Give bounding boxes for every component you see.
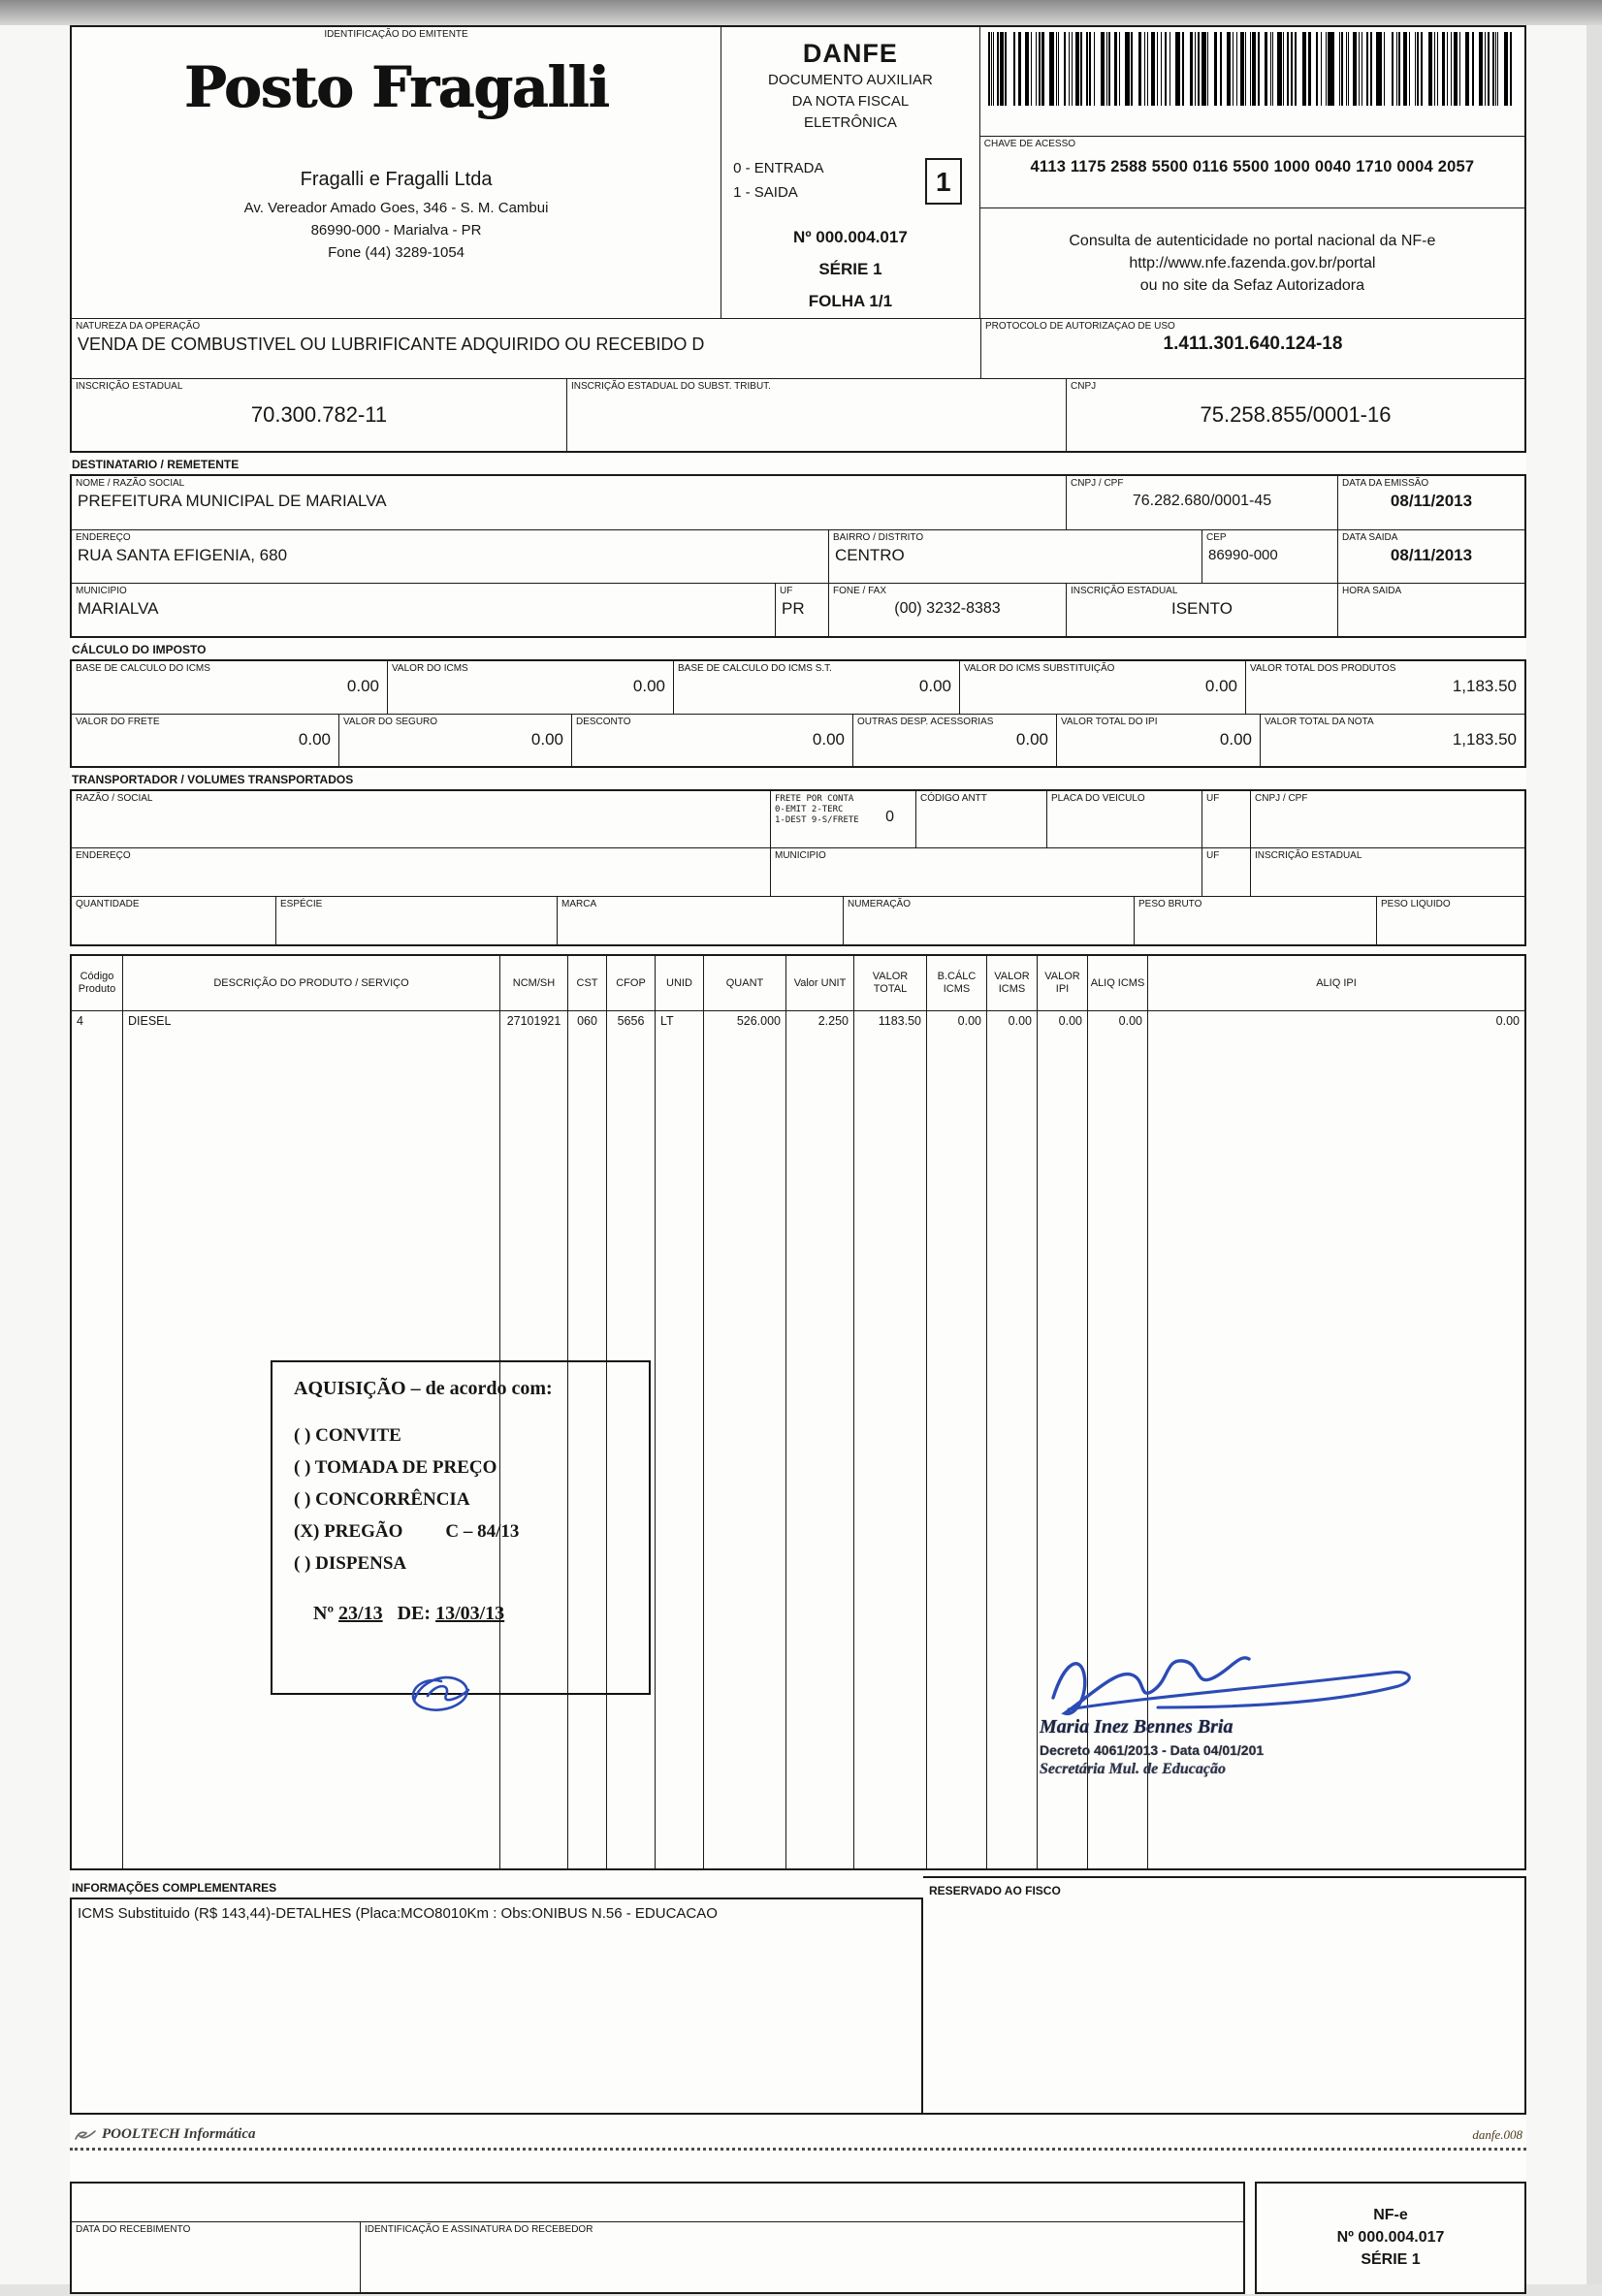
chave-acesso-section bbox=[980, 136, 1524, 207]
natureza-operacao-label: NATUREZA DA OPERAÇÃO bbox=[76, 321, 201, 332]
inscricao-estadual-cell bbox=[72, 379, 566, 451]
signer-role-stamp: Secretária Mul. de Educação bbox=[1040, 1761, 1226, 1777]
destinatario-nome-label: NOME / RAZÃO SOCIAL bbox=[76, 478, 185, 489]
barcode bbox=[988, 32, 1517, 106]
protocolo-label: PROTOCOLO DE AUTORIZAÇAO DE USO bbox=[985, 321, 1175, 332]
canhoto-empty-strip bbox=[72, 2184, 1243, 2222]
uf-label: UF bbox=[780, 586, 793, 596]
nfe-serie: SÉRIE 1 bbox=[818, 260, 882, 278]
valor-total-nota-value: 1,183.50 bbox=[1452, 730, 1517, 749]
danfe-title: DANFE bbox=[802, 39, 898, 68]
desconto-label: DESCONTO bbox=[576, 717, 631, 727]
valor-total-ipi-value: 0.00 bbox=[1219, 730, 1252, 749]
desconto-value: 0.00 bbox=[812, 730, 845, 749]
stamp-option-pregao: (X) PREGÃO C – 84/13 bbox=[294, 1521, 520, 1542]
peso-liquido-label: PESO LIQUIDO bbox=[1381, 899, 1451, 909]
inscricao-estadual-value: 70.300.782-11 bbox=[250, 402, 388, 427]
valor-frete-label: VALOR DO FRETE bbox=[76, 717, 160, 727]
base-calculo-icms-st-label: BASE DE CALCULO DO ICMS S.T. bbox=[678, 663, 832, 674]
data-emissao-value: 08/11/2013 bbox=[1390, 492, 1473, 510]
software-brand-text: POOLTECH Informática bbox=[102, 2126, 256, 2142]
transportador-section-title: TRANSPORTADOR / VOLUMES TRANSPORTADOS bbox=[72, 773, 354, 786]
header-block bbox=[70, 25, 1526, 453]
destinatario-cnpj-value: 76.282.680/0001-45 bbox=[1132, 493, 1272, 509]
header-quant: QUANT bbox=[703, 956, 785, 1010]
outras-despesas-cell bbox=[852, 715, 1056, 766]
cnpj-emitente-cell bbox=[1066, 379, 1524, 451]
signer-name-stamp: Maria Inez Bennes Bria bbox=[1040, 1716, 1234, 1738]
transportador-endereco-label: ENDEREÇO bbox=[76, 850, 131, 861]
danfe-document bbox=[70, 25, 1526, 2294]
assinatura-recebedor-label: IDENTIFICAÇÃO E ASSINATURA DO RECEBEDOR bbox=[365, 2224, 593, 2235]
data-saida-cell bbox=[1337, 530, 1524, 583]
data-emissao-cell bbox=[1337, 476, 1524, 529]
header-descricao: DESCRIÇÃO DO PRODUTO / SERVIÇO bbox=[122, 956, 499, 1010]
municipio-cell bbox=[72, 584, 775, 636]
header-aliq-icms: ALIQ ICMS bbox=[1087, 956, 1147, 1010]
reservado-ao-fisco-label: RESERVADO AO FISCO bbox=[929, 1884, 1061, 1897]
valor-seguro-label: VALOR DO SEGURO bbox=[343, 717, 438, 727]
header-ncm: NCM/SH bbox=[499, 956, 567, 1010]
destinatario-cnpj-cell bbox=[1066, 476, 1337, 529]
danfe-subtitle-2: DA NOTA FISCAL bbox=[791, 93, 910, 110]
entrada-saida-block bbox=[721, 156, 979, 207]
transportador-cnpj-label: CNPJ / CPF bbox=[1255, 793, 1308, 804]
row-codigo: 4 bbox=[77, 1014, 83, 1028]
row-quant: 526.000 bbox=[703, 1011, 785, 1868]
numeracao-label: NUMERAÇÃO bbox=[848, 899, 912, 909]
destinatario-cnpj-label: CNPJ / CPF bbox=[1071, 478, 1124, 489]
canhoto-left-box bbox=[70, 2182, 1245, 2294]
inscricao-subst-label: INSCRIÇÃO ESTADUAL DO SUBST. TRIBUT. bbox=[571, 381, 771, 392]
natureza-operacao-value: VENDA DE COMBUSTIVEL OU LUBRIFICANTE ADQUIRIDO OU RECEBIDO D bbox=[78, 335, 705, 354]
peso-bruto-label: PESO BRUTO bbox=[1138, 899, 1202, 909]
row-cfop: 5656 bbox=[606, 1011, 655, 1868]
razao-social-label: RAZÃO / SOCIAL bbox=[76, 793, 153, 804]
fone-fax-value: (00) 3232-8383 bbox=[894, 600, 1001, 617]
valor-frete-value: 0.00 bbox=[298, 730, 331, 749]
signature-block bbox=[1040, 1632, 1427, 1778]
consulta-line-1: Consulta de autenticidade no portal nacional da NF-e bbox=[1069, 233, 1436, 249]
consulta-url: http://www.nfe.fazenda.gov.br/portal bbox=[1129, 255, 1376, 271]
row-valor-unit: 2.250 bbox=[785, 1011, 853, 1868]
informacoes-complementares-box bbox=[70, 1897, 923, 2115]
valor-icms-label: VALOR DO ICMS bbox=[392, 663, 468, 674]
row-base-calc-icms: 0.00 bbox=[926, 1011, 986, 1868]
fone-fax-cell bbox=[828, 584, 1066, 636]
barcode-area bbox=[980, 27, 1524, 136]
emitente-box bbox=[72, 27, 721, 318]
informacoes-complementares-text: ICMS Substituido (R$ 143,44)-DETALHES (Placa:MCO8010Km : Obs:ONIBUS N.56 - EDUCACAO bbox=[78, 1905, 718, 1922]
outras-despesas-label: OUTRAS DESP. ACESSORIAS bbox=[857, 717, 994, 727]
outras-despesas-value: 0.00 bbox=[1015, 730, 1048, 749]
numeracao-cell bbox=[843, 897, 1134, 944]
signer-decree-stamp: Decreto 4061/2013 - Data 04/01/201 bbox=[1040, 1742, 1265, 1758]
stamp-option-dispensa: ( ) DISPENSA bbox=[294, 1553, 407, 1574]
destinatario-nome-value: PREFEITURA MUNICIPAL DE MARIALVA bbox=[78, 492, 387, 510]
data-recebimento-label: DATA DO RECEBIMENTO bbox=[76, 2224, 191, 2235]
header-valor-unit: Valor UNIT bbox=[785, 956, 853, 1010]
destinatario-endereco-value: RUA SANTA EFIGENIA, 680 bbox=[78, 546, 288, 564]
protocolo-cell bbox=[980, 319, 1524, 378]
row-ncm: 27101921 bbox=[499, 1011, 567, 1868]
valor-total-produtos-label: VALOR TOTAL DOS PRODUTOS bbox=[1250, 663, 1396, 674]
canhoto-nfe-numero: Nº 000.004.017 bbox=[1336, 2229, 1445, 2246]
produtos-header-row bbox=[72, 956, 1524, 1010]
destinatario-nome-cell bbox=[72, 476, 1066, 529]
cnpj-emitente-label: CNPJ bbox=[1071, 381, 1097, 392]
protocolo-value: 1.411.301.640.124-18 bbox=[1163, 334, 1343, 354]
destinatario-ie-label: INSCRIÇÃO ESTADUAL bbox=[1071, 586, 1178, 596]
row-aliq-ipi: 0.00 bbox=[1147, 1011, 1524, 1868]
valor-total-ipi-label: VALOR TOTAL DO IPI bbox=[1061, 717, 1158, 727]
frete-por-conta-label: FRETE POR CONTA 0-EMIT 2-TERC 1-DEST 9-S/FRETE bbox=[775, 794, 859, 825]
chave-acesso-value: 4113 1175 2588 5500 0116 5500 1000 0040 1710 0004 2057 bbox=[1030, 158, 1475, 175]
base-calculo-icms-st-cell bbox=[673, 661, 959, 714]
imposto-section-title: CÁLCULO DO IMPOSTO bbox=[72, 643, 207, 656]
valor-icms-cell bbox=[387, 661, 673, 714]
row-cst: 060 bbox=[567, 1011, 606, 1868]
consulta-line-3: ou no site da Sefaz Autorizadora bbox=[1139, 277, 1364, 294]
header-unid: UNID bbox=[655, 956, 703, 1010]
hora-saida-label: HORA SAIDA bbox=[1342, 586, 1402, 596]
stamp-initials-signature bbox=[399, 1666, 488, 1722]
stamp-option-concorrencia: ( ) CONCORRÊNCIA bbox=[294, 1489, 470, 1510]
assinatura-recebedor-cell bbox=[360, 2222, 1243, 2292]
destinatario-endereco-cell bbox=[72, 530, 828, 583]
transportador-ie-label: INSCRIÇÃO ESTADUAL bbox=[1255, 850, 1362, 861]
transportador-uf1-label: UF bbox=[1206, 793, 1220, 804]
valor-seguro-value: 0.00 bbox=[530, 730, 563, 749]
scan-margin-right bbox=[1586, 25, 1602, 2296]
danfe-subtitle-1: DOCUMENTO AUXILIAR bbox=[768, 72, 933, 88]
transportador-endereco-cell bbox=[72, 848, 770, 896]
stamp-title: AQUISIÇÃO – de acordo com: bbox=[294, 1378, 553, 1399]
emitente-address-1: Av. Vereador Amado Goes, 346 - S. M. Cambui bbox=[243, 200, 549, 216]
transportador-municipio-label: MUNICIPIO bbox=[775, 850, 826, 861]
valor-total-produtos-cell bbox=[1245, 661, 1524, 714]
peso-liquido-cell bbox=[1376, 897, 1524, 944]
chave-acesso-label: CHAVE DE ACESSO bbox=[983, 139, 1076, 149]
header-codigo-produto: Código Produto bbox=[78, 971, 116, 995]
transportador-municipio-cell bbox=[770, 848, 1202, 896]
data-recebimento-cell bbox=[72, 2222, 360, 2292]
bairro-cell bbox=[828, 530, 1202, 583]
frete-por-conta-value: 0 bbox=[885, 809, 894, 825]
razao-social-cell bbox=[72, 791, 770, 847]
pooltech-logo-icon bbox=[74, 2128, 97, 2142]
row-aliq-icms: 0.00 bbox=[1087, 1011, 1147, 1868]
inscricao-subst-cell bbox=[566, 379, 1066, 451]
consulta-autenticidade bbox=[980, 207, 1524, 318]
header-valor-icms: VALOR ICMS bbox=[986, 956, 1037, 1010]
row-valor-ipi: 0.00 bbox=[1037, 1011, 1087, 1868]
informacoes-complementares bbox=[70, 1876, 923, 2115]
reservado-ao-fisco-box bbox=[923, 1876, 1526, 2115]
produtos-body bbox=[72, 1010, 1524, 1868]
valor-seguro-cell bbox=[338, 715, 571, 766]
canhoto-nfe-serie: SÉRIE 1 bbox=[1361, 2251, 1421, 2268]
saida-label: 1 - SAIDA bbox=[733, 184, 798, 201]
nfe-folha: FOLHA 1/1 bbox=[808, 292, 893, 310]
cnpj-emitente-value: 75.258.855/0001-16 bbox=[1200, 402, 1392, 427]
hora-saida-cell bbox=[1337, 584, 1524, 636]
danfe-subtitle-3: ELETRÔNICA bbox=[804, 114, 897, 131]
valor-total-ipi-cell bbox=[1056, 715, 1260, 766]
bairro-label: BAIRRO / DISTRITO bbox=[833, 532, 924, 543]
acquisition-stamp-box bbox=[271, 1360, 651, 1695]
transportador-block bbox=[70, 789, 1526, 946]
valor-total-nota-label: VALOR TOTAL DA NOTA bbox=[1265, 717, 1374, 727]
valor-total-nota-cell bbox=[1260, 715, 1524, 766]
informacoes-complementares-title: INFORMAÇÕES COMPLEMENTARES bbox=[72, 1881, 277, 1895]
natureza-operacao-cell bbox=[72, 319, 980, 378]
canhoto-nfe-title: NF-e bbox=[1373, 2207, 1408, 2223]
valor-icms-substituicao-cell bbox=[959, 661, 1245, 714]
row-valor-icms: 0.00 bbox=[986, 1011, 1037, 1868]
valor-frete-cell bbox=[72, 715, 338, 766]
row-unid: LT bbox=[655, 1011, 703, 1868]
stamp-option-convite: ( ) CONVITE bbox=[294, 1425, 401, 1446]
quantidade-label: QUANTIDADE bbox=[76, 899, 140, 909]
fone-fax-label: FONE / FAX bbox=[833, 586, 887, 596]
header-cst: CST bbox=[567, 956, 606, 1010]
stamp-pregao-code: C – 84/13 bbox=[445, 1521, 520, 1542]
base-calculo-icms-value: 0.00 bbox=[346, 677, 379, 695]
stamp-footer: Nº 23/13 DE: 13/03/13 bbox=[313, 1603, 505, 1624]
destinatario-ie-cell bbox=[1066, 584, 1337, 636]
cep-label: CEP bbox=[1206, 532, 1227, 543]
emitente-address-2: 86990-000 - Marialva - PR bbox=[310, 222, 482, 239]
header-valor-total: VALOR TOTAL bbox=[853, 956, 926, 1010]
tipo-operacao-box: 1 bbox=[925, 158, 962, 205]
uf-value: PR bbox=[782, 599, 805, 618]
valor-icms-substituicao-value: 0.00 bbox=[1204, 677, 1237, 695]
valor-total-produtos-value: 1,183.50 bbox=[1452, 677, 1517, 695]
data-saida-label: DATA SAIDA bbox=[1342, 532, 1398, 543]
quantidade-cell bbox=[72, 897, 275, 944]
valor-icms-value: 0.00 bbox=[632, 677, 665, 695]
placa-veiculo-cell bbox=[1046, 791, 1202, 847]
imposto-block bbox=[70, 659, 1526, 768]
base-calculo-icms-cell bbox=[72, 661, 387, 714]
destinatario-section-title: DESTINATARIO / REMETENTE bbox=[72, 458, 240, 471]
transportador-cnpj-cell bbox=[1250, 791, 1524, 847]
desconto-cell bbox=[571, 715, 852, 766]
header-base-calc-icms: B.CÁLC ICMS bbox=[926, 956, 986, 1010]
transportador-uf2-cell bbox=[1202, 848, 1250, 896]
danfe-box bbox=[721, 27, 979, 318]
base-calculo-icms-st-value: 0.00 bbox=[918, 677, 951, 695]
footer-row bbox=[70, 2126, 1526, 2143]
destinatario-endereco-label: ENDEREÇO bbox=[76, 532, 131, 543]
placa-veiculo-label: PLACA DO VEICULO bbox=[1051, 793, 1145, 804]
cut-line bbox=[70, 2148, 1526, 2151]
produtos-block bbox=[70, 954, 1526, 1870]
peso-bruto-cell bbox=[1134, 897, 1376, 944]
codigo-antt-cell bbox=[915, 791, 1046, 847]
canhoto-nfe-box bbox=[1255, 2182, 1526, 2294]
transportador-ie-cell bbox=[1250, 848, 1524, 896]
emitente-box-label: IDENTIFICAÇÃO DO EMITENTE bbox=[324, 29, 468, 40]
row-descricao: DIESEL bbox=[122, 1011, 499, 1868]
row-valor-total: 1183.50 bbox=[853, 1011, 926, 1868]
bairro-value: CENTRO bbox=[835, 546, 905, 564]
especie-cell bbox=[275, 897, 557, 944]
software-brand bbox=[74, 2126, 255, 2143]
base-calculo-icms-label: BASE DE CALCULO DO ICMS bbox=[76, 663, 210, 674]
transportador-uf2-label: UF bbox=[1206, 850, 1220, 861]
scanner-edge-band bbox=[0, 0, 1602, 25]
cep-cell bbox=[1202, 530, 1337, 583]
destinatario-block bbox=[70, 474, 1526, 638]
header-cfop: CFOP bbox=[606, 956, 655, 1010]
header-aliq-ipi: ALIQ IPI bbox=[1147, 956, 1524, 1010]
emitente-company: Fragalli e Fragalli Ltda bbox=[300, 169, 493, 190]
data-saida-value: 08/11/2013 bbox=[1390, 546, 1473, 564]
entrada-label: 0 - ENTRADA bbox=[733, 160, 824, 176]
municipio-value: MARIALVA bbox=[78, 599, 159, 618]
municipio-label: MUNICIPIO bbox=[76, 586, 127, 596]
header-valor-ipi: VALOR IPI bbox=[1037, 956, 1087, 1010]
dados-adicionais-section bbox=[70, 1876, 1526, 2115]
transportador-uf1-cell bbox=[1202, 791, 1250, 847]
frete-por-conta-cell bbox=[770, 791, 915, 847]
data-emissao-label: DATA DA EMISSÃO bbox=[1342, 478, 1429, 489]
canhoto-recebimento bbox=[70, 2182, 1526, 2294]
valor-icms-substituicao-label: VALOR DO ICMS SUBSTITUIÇÃO bbox=[964, 663, 1115, 674]
especie-label: ESPÉCIE bbox=[280, 899, 323, 909]
marca-cell bbox=[557, 897, 843, 944]
uf-cell bbox=[775, 584, 828, 636]
destinatario-ie-value: ISENTO bbox=[1171, 599, 1233, 618]
emitente-logo: Posto Fragalli bbox=[183, 54, 609, 120]
inscricao-estadual-label: INSCRIÇÃO ESTADUAL bbox=[76, 381, 183, 392]
codigo-antt-label: CÓDIGO ANTT bbox=[920, 793, 987, 804]
chave-acesso-box bbox=[979, 27, 1524, 318]
emitente-phone: Fone (44) 3289-1054 bbox=[328, 244, 465, 261]
cep-value: 86990-000 bbox=[1208, 547, 1278, 563]
canhoto-label-row bbox=[72, 2222, 1243, 2292]
danfe-template-ref: danfe.008 bbox=[1472, 2127, 1522, 2142]
nfe-numero: Nº 000.004.017 bbox=[793, 228, 908, 246]
marca-label: MARCA bbox=[561, 899, 597, 909]
stamp-option-tomada: ( ) TOMADA DE PREÇO bbox=[294, 1457, 497, 1478]
